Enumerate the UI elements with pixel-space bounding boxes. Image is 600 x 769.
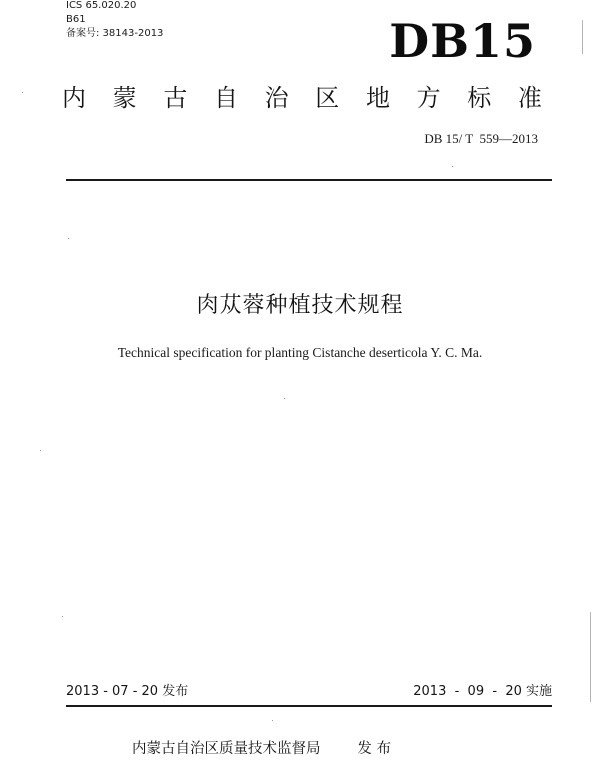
standard-class — [62, 82, 542, 114]
scan-speck — [452, 166, 453, 167]
standard-class-char: 准 — [517, 84, 542, 112]
scan-speck — [40, 450, 41, 451]
standard-class-char: 内 — [62, 84, 86, 112]
document-title-english: Technical specification for planting Cistanche deserticola Y. C. Ma. — [117, 345, 483, 360]
issuing-authority: 内蒙古自治区质量技术监督局 发 布 — [132, 741, 391, 757]
standard-class-char: 蒙 — [112, 84, 137, 112]
scan-speck — [62, 616, 63, 617]
issue-date: 2013 - 07 - 20 发布 — [66, 684, 189, 699]
ccs-code: B61 — [66, 14, 86, 25]
scan-speck — [22, 92, 23, 93]
standard-number: DB 15/ T 559—2013 — [424, 131, 538, 146]
standard-code-logo: DB15 — [389, 14, 536, 68]
ics-code: ICS 65.020.20 — [66, 0, 137, 11]
implementation-date: 2013 - 09 - 20 实施 — [413, 684, 552, 699]
scan-speck — [68, 238, 69, 239]
standard-class-char: 区 — [315, 84, 340, 112]
standard-class-char: 自 — [213, 84, 238, 112]
standard-class-char: 古 — [163, 84, 188, 112]
standard-class-char: 地 — [365, 84, 390, 112]
standard-class-char: 治 — [264, 84, 289, 112]
scan-edge-mark — [582, 20, 583, 54]
filing-number: 备案号: 38143-2013 — [66, 28, 164, 39]
standard-class-char: 标 — [467, 84, 492, 112]
scan-speck — [272, 720, 273, 721]
scan-speck — [284, 398, 285, 399]
header-divider — [66, 179, 552, 181]
document-title-chinese: 肉苁蓉种植技术规程 — [196, 293, 404, 318]
footer-divider — [66, 705, 552, 707]
standard-class-char: 方 — [416, 84, 441, 112]
scan-edge-mark — [590, 612, 591, 702]
